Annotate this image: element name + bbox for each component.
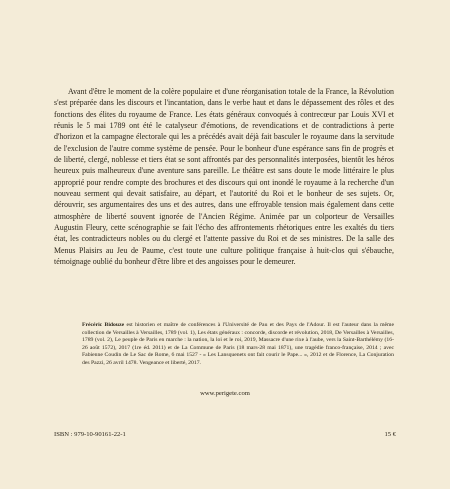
author-bio [82, 322, 394, 367]
publisher-website: www.perigete.com [200, 390, 250, 397]
price: 15 € [384, 431, 396, 438]
summary-paragraph: Avant d'être le moment de la colère populaire et d'une réorganisation totale de la France, la Révolution s'est préparée dans les discours et l'incantation, dans le verbe haut et dans le dépassement des rôles et des fonctions des élites du royaume de France. Les états généraux convoqués à contrecœur par Louis XVI et réunis le 5 mai 1789 ont été le catalyseur d'émotions, de revendications et de contradictions à perte d'horizon et la campagne électorale qui les a précédés avait déjà fait basculer le royaume dans la servitude de l'exclusion de l'autre comme système de pensée. Pour le bonheur d'une espérance sans fin de progrès et de liberté, clergé, noblesse et tiers état se sont affrontés par des personnalités interposées, bientôt les héros heureux puis malheureux d'une aventure sans pareille. Le théâtre est sans doute le mode littéraire le plus approprié pour rendre compte des brochures et des discours qui ont inondé le royaume à la recherche d'un nouveau serment qui devait satisfaire, au départ, et l'autorité du Roi et le bonheur de ses sujets. Or, dérouvrir, ses argumentaires des uns et des autres, dans une effroyable tension mais également dans cette atmosphère de liberté souvent ignorée de l'Ancien Régime. Animée par un colporteur de Versailles Augustin Fleury, cette scénographie se fait l'écho des affrontements rhétoriques entre les exaltés du tiers état, les contradicteurs nobles ou du clergé et l'attente passive du Roi et de ses ministres. De la salle des Menus Plaisirs au Jeu de Paume, c'est toute une culture politique française à huit-clos qui s'ébauche, témoignage oublié du bonheur d'être libre et des angoisses pour le demeurer. [54, 87, 394, 267]
author-bio-text: est historien et maître de conférences à l'Université de Pau et des Pays de l'Adour. Il est l'auteur dans la même collection de Versailles à Versailles, 1789 (vol. 1), Les états généraux : concorde, discorde et révolution, 2018, De Versailles à Versailles, 1789 (vol. 2), Le peuple de Paris en marche : la nation, la loi et le roi, 2019, Massacre d'une rixe à l'aube, vers la Saint-Barthélémy (16-26 août 1572), 2017 (1re éd. 2011) et de La Commune de Paris (18 mars-28 mai 1871), une tragédie franco-française, 2014 ; avec Fabienne Coudin de Le Sac de Rome, 6 mai 1527 - « Les Lansquenets ont fait courir le Pape... », 2012 et de Florence, La Conjuration des Pazzi, 26 avril 1478. Vengeance et liberté, 2017. [82, 322, 394, 366]
author-name: Frécéric Bidouze [82, 322, 125, 328]
isbn: ISBN : 979-10-90161-22-1 [54, 431, 126, 438]
author-bio-paragraph [82, 322, 394, 367]
summary-text [54, 86, 394, 268]
